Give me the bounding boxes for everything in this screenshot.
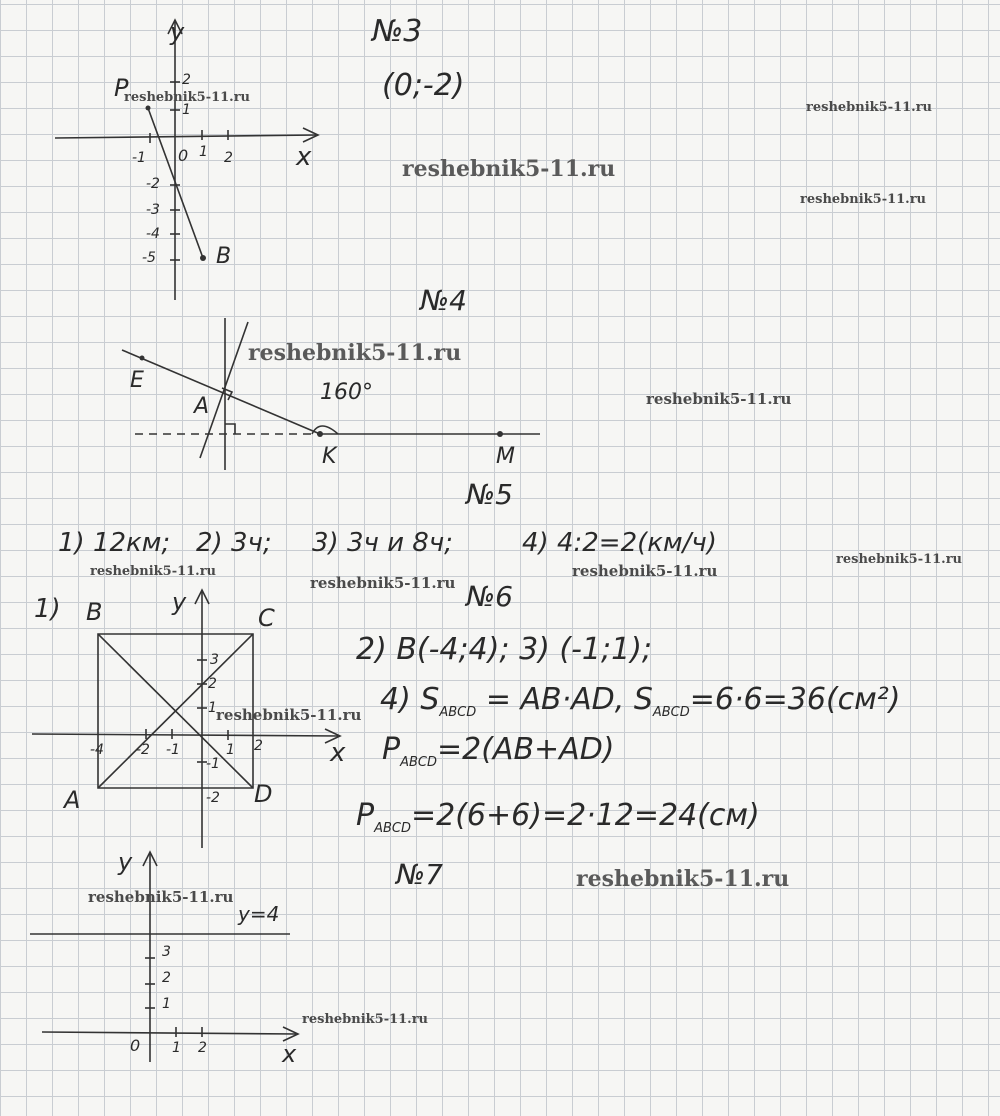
n3-tick-x: 2 (224, 150, 233, 166)
n6-tick-y: 2 (208, 676, 217, 692)
n3-y-label: y (170, 18, 185, 46)
n3-tick-y: -2 (146, 176, 160, 192)
n6-tick-x: 2 (254, 738, 263, 754)
n6-line-2: 4) $S_{ABCD} = AB\cdot AD$, $S_{ABCD}=6\cdot 6=36(см^2)$ (380, 682, 901, 720)
n6-tick-x: 1 (226, 742, 235, 758)
n6-part1-label: 1) (34, 594, 61, 624)
n5-answer-3: 3) 3ч и 8ч; (312, 528, 453, 558)
n6-line-4: $P_{ABCD}=2(6+6)=2\cdot 12=24(см)$ (356, 798, 760, 836)
watermark: reshebnik5-11.ru (646, 390, 792, 408)
n7-tick-x: 0 (130, 1036, 141, 1055)
n6-line-3: $P_{ABCD}=2(AB+AD)$ (382, 732, 615, 770)
watermark: reshebnik5-11.ru (310, 574, 456, 592)
n6-y-label: y (172, 588, 187, 616)
n6-tick-y: -2 (206, 790, 220, 806)
watermark: reshebnik5-11.ru (836, 552, 963, 567)
n7-line-label: y=4 (238, 902, 280, 926)
n3-point-b-label: B (216, 244, 232, 269)
watermark: reshebnik5-11.ru (302, 1012, 429, 1027)
n7-x-axis (42, 1032, 298, 1034)
n4-point-m: M (496, 444, 515, 469)
n4-angle-label: 160° (320, 380, 373, 405)
n3-tick-y: -5 (142, 250, 156, 266)
n5-heading: №5 (466, 478, 513, 511)
watermark: reshebnik5-11.ru (572, 562, 718, 580)
n6-vertex-d: D (254, 780, 273, 808)
n3-tick-y: 1 (182, 102, 191, 118)
watermark: reshebnik5-11.ru (800, 192, 927, 207)
n5-answer-1: 1) 12км; (58, 528, 171, 558)
n4-heading: №4 (420, 284, 467, 317)
watermark: reshebnik5-11.ru (216, 706, 362, 724)
n6-vertex-a: A (64, 786, 81, 814)
n7-tick-x: 2 (198, 1040, 207, 1056)
watermark: reshebnik5-11.ru (124, 90, 251, 105)
n6-tick-y: 1 (208, 700, 217, 716)
n3-tick-y: -3 (146, 202, 160, 218)
n7-y-label: y (118, 848, 133, 876)
n3-tick-x: -1 (132, 150, 146, 166)
n3-tick-y: -4 (146, 226, 160, 242)
n7-tick-y: 3 (162, 944, 171, 960)
n3-heading: №3 (372, 14, 423, 49)
n3-tick-x: 0 (178, 146, 189, 165)
n3-point-p-label: P (114, 74, 129, 102)
n6-tick-y: 3 (210, 652, 219, 668)
watermark: reshebnik5-11.ru (248, 340, 462, 366)
n3-x-label: x (296, 142, 312, 172)
n4-point-k: K (322, 444, 337, 469)
n3-tick-y: 2 (182, 72, 191, 88)
n6-vertex-c: C (258, 604, 275, 632)
n3-answer: (0;-2) (382, 68, 465, 103)
watermark: reshebnik5-11.ru (576, 866, 790, 892)
n5-answer-2: 2) 3ч; (196, 528, 272, 558)
watermark: reshebnik5-11.ru (90, 564, 217, 579)
n3-tick-x: 1 (199, 144, 208, 160)
n6-tick-x: -2 (136, 742, 150, 758)
n6-tick-x: -4 (90, 742, 104, 758)
n5-answer-4: 4) 4:2=2(км/ч) (522, 528, 717, 558)
n7-heading: №7 (396, 858, 443, 891)
n7-tick-x: 1 (172, 1040, 181, 1056)
n4-point-e: E (130, 368, 144, 393)
n6-line-1: 2) B(-4;4); 3) (-1;1); (356, 632, 653, 667)
n6-x-label: x (330, 738, 346, 768)
n6-tick-x: -1 (166, 742, 180, 758)
watermark: reshebnik5-11.ru (88, 888, 234, 906)
n6-heading: №6 (466, 580, 513, 613)
n7-tick-y: 1 (162, 996, 171, 1012)
n6-tick-y: -1 (206, 756, 220, 772)
n7-tick-y: 2 (162, 970, 171, 986)
n7-x-label: x (282, 1040, 297, 1068)
n4-point-a: A (194, 394, 210, 419)
watermark: reshebnik5-11.ru (402, 156, 616, 182)
watermark: reshebnik5-11.ru (806, 100, 933, 115)
n6-vertex-b: B (86, 598, 103, 626)
